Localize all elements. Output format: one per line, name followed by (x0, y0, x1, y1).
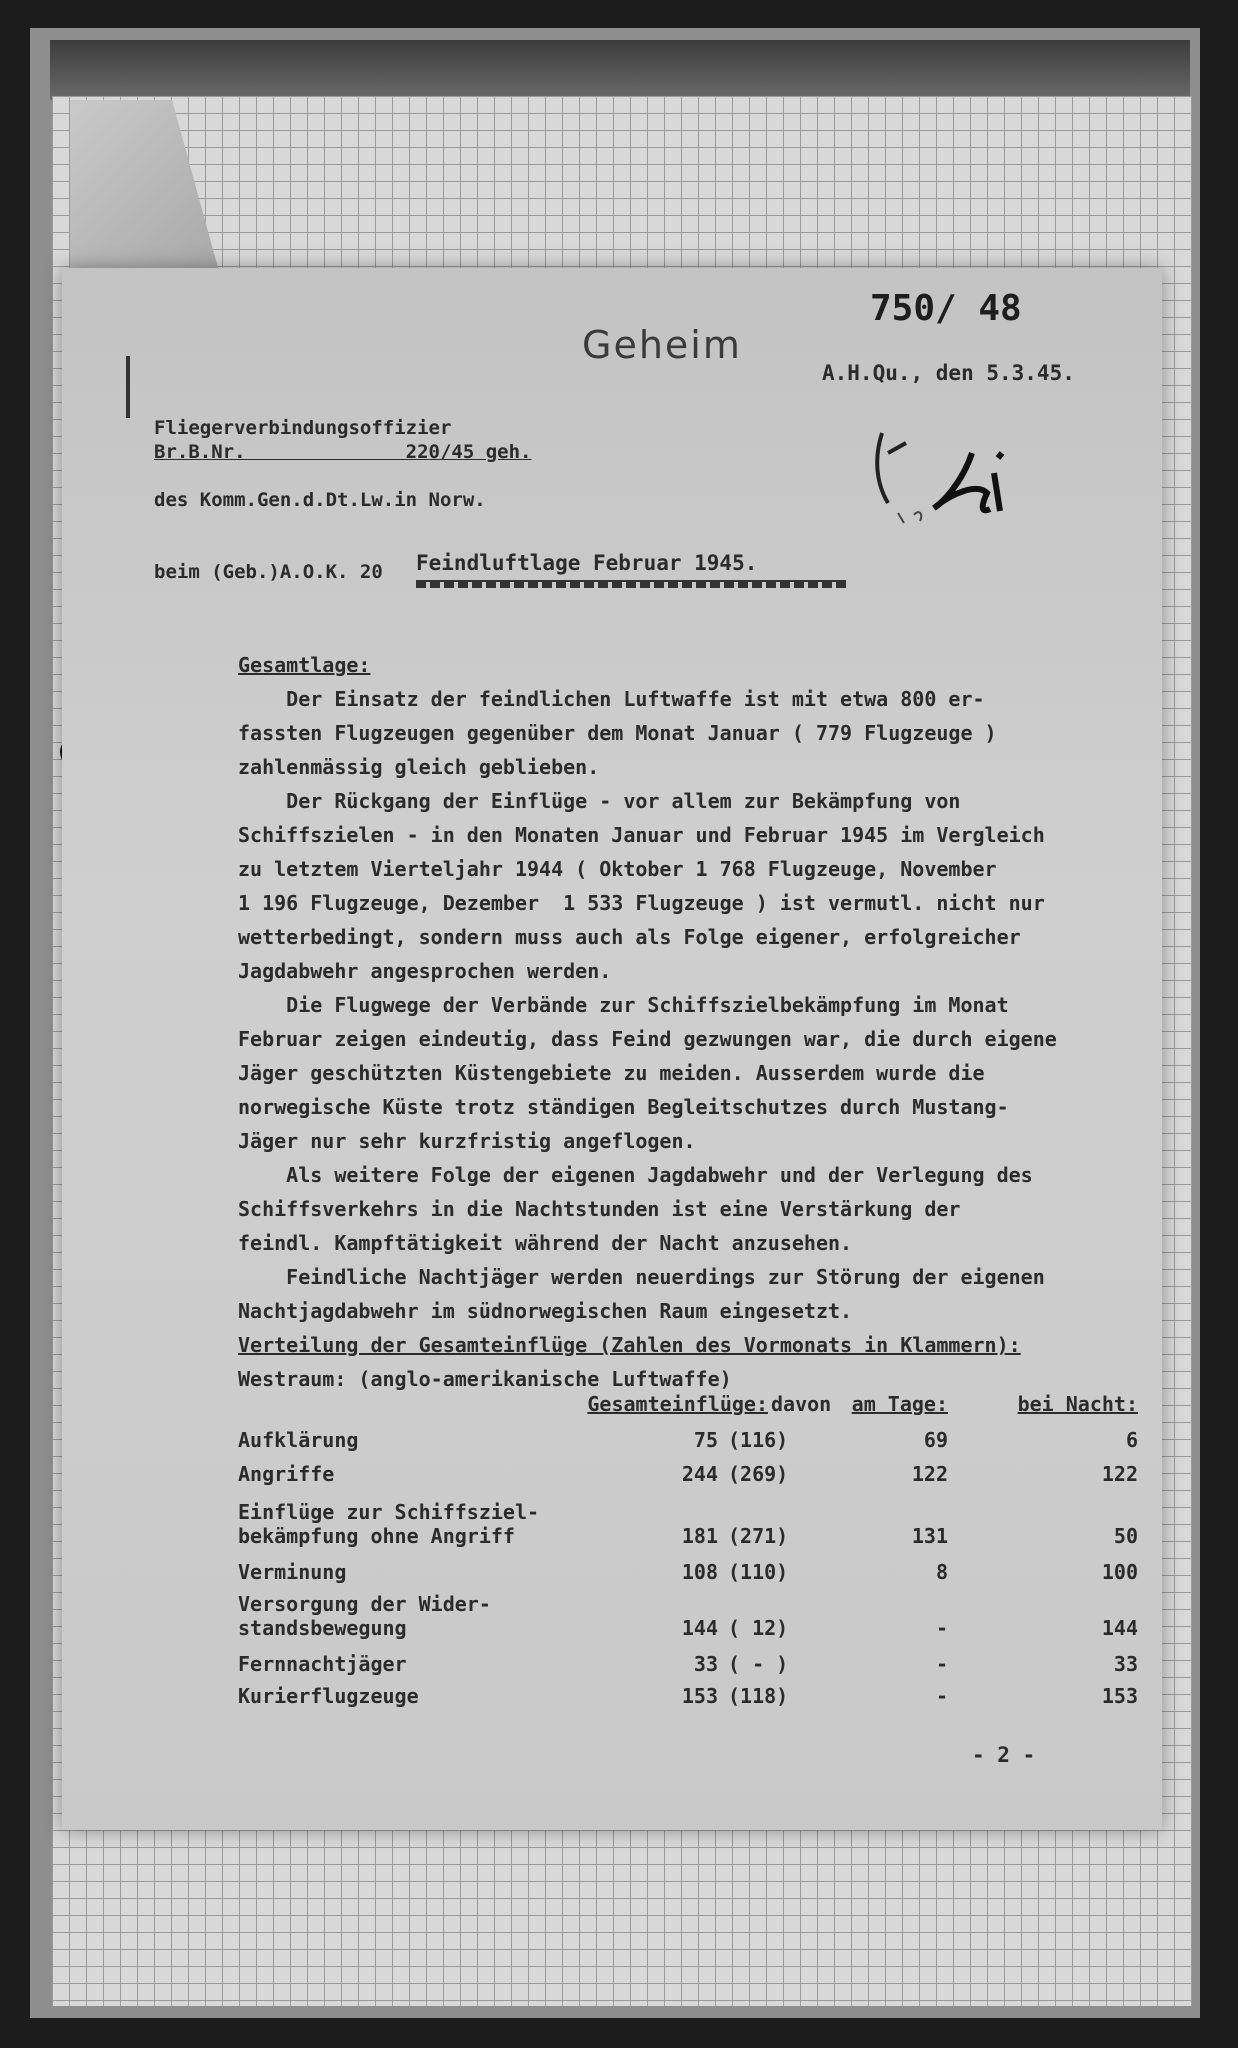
body-line: Februar zeigen eindeutig, dass Feind gezwungen war, die durch eigene (238, 1027, 1057, 1051)
body-line: wetterbedingt, sondern muss auch als Folge eigener, erfolgreicher (238, 925, 1021, 949)
sender-line: des Komm.Gen.d.Dt.Lw.in Norw. (154, 489, 486, 511)
classification-stamp: Geheim (582, 323, 742, 367)
row-day: - (935, 1616, 948, 1640)
body-line: Jäger geschützten Küstengebiete zu meiden. Ausserdem wurde die (238, 1061, 985, 1085)
row-label: Versorgung der Wider- standsbewegung (238, 1592, 491, 1640)
reference-number (154, 440, 532, 464)
row-label: Fernnachtjäger (238, 1652, 407, 1676)
row-day: 122 (911, 1462, 948, 1486)
header-night: bei Nacht: (1017, 1392, 1138, 1416)
row-night: 50 (1113, 1524, 1138, 1548)
sender-block (154, 368, 486, 632)
row-total: 153 (681, 1684, 718, 1708)
reference-value: 220/45 geh. (405, 441, 532, 463)
row-total: 75 (693, 1428, 718, 1452)
handwritten-signature (862, 413, 1042, 533)
binder-edge (50, 40, 1190, 100)
row-label: Angriffe (238, 1462, 335, 1486)
document-title: Feindluftlage Februar 1945. (416, 551, 758, 575)
sender-line: Fliegerverbindungsoffizier (154, 417, 452, 439)
body-line: Schiffszielen - in den Monaten Januar und Februar 1945 im Vergleich (238, 823, 1045, 847)
row-previous: ( 12) (728, 1616, 789, 1640)
body-line: Die Flugwege der Verbände zur Schiffszielbekämpfung im Monat (238, 993, 1009, 1017)
row-previous: (118) (728, 1684, 789, 1708)
sender-margin-line (126, 356, 130, 418)
body-line: Als weitere Folge der eigenen Jagdabwehr und der Verlegung des (238, 1163, 1033, 1187)
row-total: 144 (681, 1616, 718, 1640)
row-night: 144 (1101, 1616, 1138, 1640)
row-label: Verminung (238, 1560, 347, 1584)
body-line: Nachtjagdabwehr im südnorwegischen Raum eingesetzt. (238, 1299, 853, 1323)
header-davon: davon (771, 1392, 832, 1416)
body-line: feindl. Kampftätigkeit während der Nacht anzusehen. (238, 1231, 853, 1255)
row-previous: (269) (728, 1462, 789, 1486)
body-line: Jagdabwehr angesprochen werden. (238, 959, 612, 983)
reference-label: Br.B.Nr. (154, 441, 246, 463)
body-line: fassten Flugzeugen gegenüber dem Monat Januar ( 779 Flugzeuge ) (238, 721, 997, 745)
row-day: 8 (935, 1560, 948, 1584)
row-day: - (935, 1652, 948, 1676)
body-line: Westraum: (anglo-amerikanische Luftwaffe) (238, 1367, 732, 1391)
row-total: 33 (693, 1652, 718, 1676)
row-day: 69 (923, 1428, 948, 1452)
body-line: zahlenmässig gleich geblieben. (238, 755, 600, 779)
page-marker: - 2 - (972, 1743, 1036, 1767)
body-line: Schiffsverkehrs in die Nachtstunden ist eine Verstärkung der (238, 1197, 961, 1221)
body-line: 1 196 Flugzeuge, Dezember 1 533 Flugzeuge ) ist vermutl. nicht nur (238, 891, 1045, 915)
row-total: 108 (681, 1560, 718, 1584)
row-previous: ( - ) (728, 1652, 789, 1676)
row-night: 153 (1101, 1684, 1138, 1708)
body-line: Feindliche Nachtjäger werden neuerdings zur Störung der eigenen (238, 1265, 1045, 1289)
document-page (62, 268, 1162, 1830)
row-night: 100 (1101, 1560, 1138, 1584)
row-label: Aufklärung (238, 1428, 359, 1452)
row-day: - (935, 1684, 948, 1708)
row-night: 6 (1125, 1428, 1138, 1452)
body-line: Verteilung der Gesamteinflüge (Zahlen des Vormonats in Klammern): (238, 1333, 1021, 1357)
row-total: 181 (681, 1524, 718, 1548)
document-number: 750/ 48 (870, 288, 1022, 329)
row-previous: (116) (728, 1428, 789, 1452)
header-day: am Tage: (851, 1392, 948, 1416)
row-previous: (110) (728, 1560, 789, 1584)
row-day: 131 (911, 1524, 948, 1548)
section-heading: Gesamtlage: (238, 653, 371, 677)
row-previous: (271) (728, 1524, 789, 1548)
body-line: Der Einsatz der feindlichen Luftwaffe ist mit etwa 800 er- (238, 687, 985, 711)
body-line: Der Rückgang der Einflüge - vor allem zur Bekämpfung von (238, 789, 961, 813)
body-line: norwegische Küste trotz ständigen Begleitschutzes durch Mustang- (238, 1095, 1009, 1119)
row-night: 33 (1113, 1652, 1138, 1676)
sender-line: beim (Geb.)A.O.K. 20 (154, 561, 383, 583)
header-total: Gesamteinflüge: (587, 1392, 768, 1416)
body-line: zu letztem Vierteljahr 1944 ( Oktober 1 768 Flugzeuge, November (238, 857, 997, 881)
row-total: 244 (681, 1462, 718, 1486)
title-underline (416, 580, 846, 588)
body-line: Jäger nur sehr kurzfristig angeflogen. (238, 1129, 696, 1153)
place-and-date: A.H.Qu., den 5.3.45. (822, 361, 1075, 385)
row-night: 122 (1101, 1462, 1138, 1486)
row-label: Kurierflugzeuge (238, 1684, 419, 1708)
row-label: Einflüge zur Schiffsziel- bekämpfung ohne Angriff (238, 1500, 540, 1548)
